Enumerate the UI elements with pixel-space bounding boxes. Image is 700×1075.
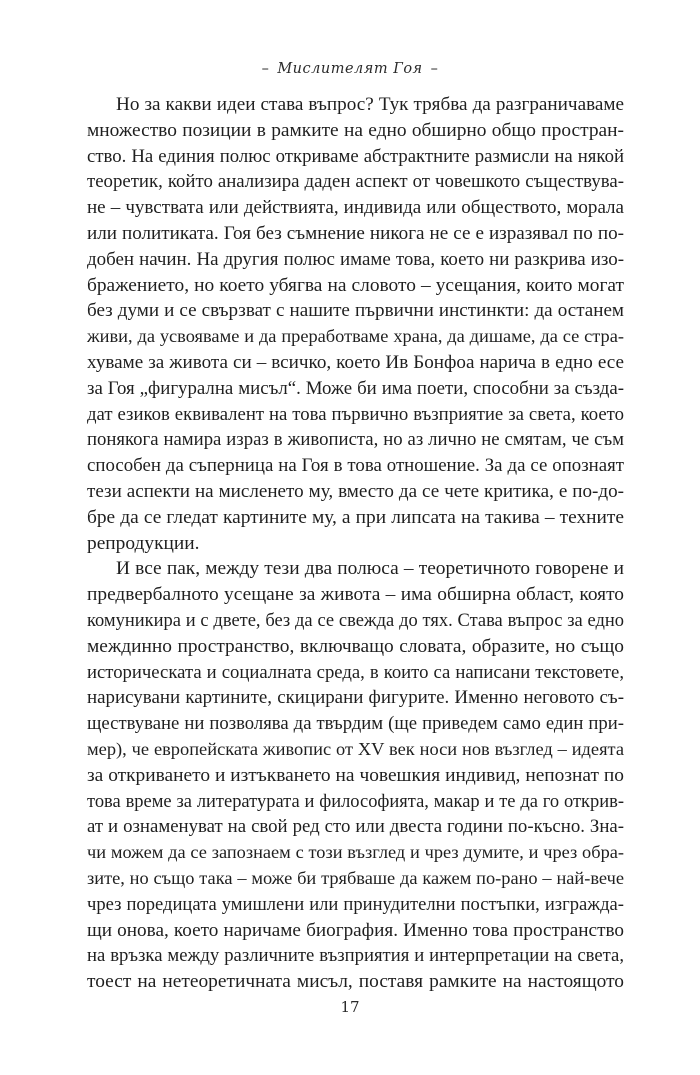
text-line: хуваме за живота си – всичко, което Ив Бонфоа нарича в едно есе	[87, 351, 624, 373]
text-line: ство. На единия полюс откриваме абстрактните размисли на някой	[87, 145, 624, 167]
running-head-dash-left: –	[261, 61, 270, 77]
text-line: репродукции.	[87, 532, 200, 554]
text-line: понякога намира израз в живописта, но аз лично не смятам, че съм	[87, 429, 624, 451]
text-line: не – чувствата или действията, индивида или обществото, морала	[87, 197, 624, 219]
text-line: комуникира и с двете, без да се свежда до тях. Става въпрос за едно	[87, 609, 624, 630]
text-line: това време за литературата и философията, макар и те да го открив-	[87, 790, 624, 811]
running-head-dash-right: –	[430, 61, 439, 77]
text-line: мер), че европейската живопис от XV век носи нов възглед – идеята	[87, 738, 624, 759]
text-line: чи можем да се запознаем с този възглед и чрез думите, и чрез обра-	[87, 842, 624, 863]
text-line: нарисувани картините, скицирани фигурите. Именно неговото съ-	[87, 687, 624, 709]
page-number: 17	[340, 998, 360, 1016]
text-line: на връзка между различните възприятия и интерпретации на света,	[87, 945, 624, 967]
text-line: междинно пространство, включващо словата, образите, но също	[87, 635, 624, 657]
running-head	[0, 61, 700, 77]
text-line: добен начин. На другия полюс имаме това, което ни разкрива изо-	[87, 248, 624, 270]
text-line: за Гоя „фигурална мисъл“. Може би има поети, способни за създа-	[87, 377, 624, 399]
paragraph-1	[87, 92, 624, 556]
text-line: зите, но също така – може би трябваше да кажем по-рано – най-вече	[87, 867, 624, 888]
running-head-title: Мислителят Гоя	[277, 61, 423, 77]
text-line: способен да съперница на Гоя в това отношение. За да се опознаят	[87, 455, 624, 477]
text-line: тоест на нетеоретичната мисъл, поставя рамките на настоящото	[87, 971, 624, 993]
text-line: чрез поредицата умишлени или принудителни постъпки, изгражда-	[87, 893, 624, 915]
text-line: И все пак, между тези два полюса – теоретичното говорене и	[116, 558, 624, 580]
body-text	[87, 92, 624, 995]
text-line: бре да се гледат картините му, а при липсата на такива – техните	[87, 506, 624, 528]
text-line: без думи и се свързват с нашите първични инстинкти: да останем	[87, 300, 624, 322]
text-line: щи онова, което наричаме биография. Именно това пространство	[87, 919, 624, 941]
text-line: Но за какви идеи става въпрос? Тук трябва да разграничаваме	[116, 94, 624, 115]
text-line: или политиката. Гоя без съмнение никога не се е изразявал по по-	[87, 222, 624, 244]
text-line: бражението, но което убягва на словото – усещания, които могат	[87, 274, 624, 296]
text-line: тези аспекти на мисленето му, вместо да се чете критика, е по-до-	[87, 480, 624, 502]
text-line: ат и ознаменуват на свой ред сто или двеста години по-късно. Зна-	[87, 816, 624, 838]
text-line: дат езиков еквивалент на това първично възприятие за света, което	[87, 403, 624, 425]
text-line: историческата и социалната среда, в които са написани текстовете,	[87, 661, 624, 683]
text-line: теоретик, който анализира даден аспект от човешкото съществува-	[87, 171, 624, 193]
text-line: за откриването и изтъкването на човешкия индивид, непознат по	[87, 764, 624, 786]
paragraph-2	[87, 556, 624, 995]
text-line: ществуване ни позволява да твърдим (ще приведем само един при-	[87, 713, 624, 735]
text-line: предвербалното усещане за живота – има обширна област, която	[87, 584, 624, 606]
text-line: множество позиции в рамките на едно обширно общо простран-	[87, 119, 624, 141]
text-line: живи, да усвояваме и да преработваме храна, да дишаме, да се стра-	[87, 326, 624, 347]
